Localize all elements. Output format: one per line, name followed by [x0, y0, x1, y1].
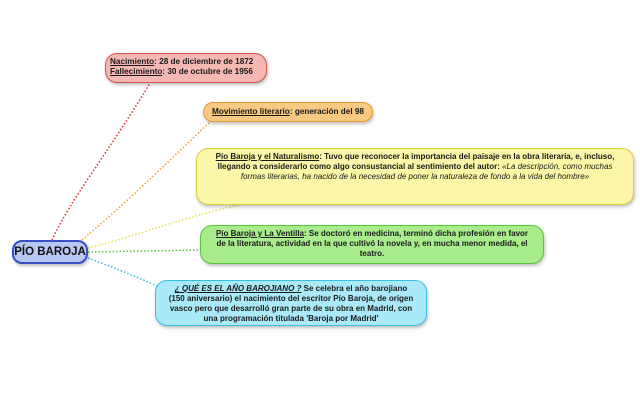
ano-text-3: vasco pero que desarrolló gran parte de su obra en Madrid, con — [169, 304, 413, 313]
node-movimiento[interactable] — [203, 102, 373, 122]
ventilla-text-1: : Se doctoró en medicina, terminó dicha profesión en favor — [303, 229, 529, 238]
ano-question: ¿ QUÉ ES EL AÑO BAROJIANO ? — [174, 284, 302, 293]
node-naturalismo[interactable] — [196, 148, 634, 205]
central-topic[interactable] — [12, 240, 88, 264]
death-label: Fallecimiento — [110, 67, 163, 77]
ano-line-1 — [160, 284, 422, 294]
ventilla-text-2: de la literatura, actividad en la que cultivó la novela y, en mucha menor medida, el — [216, 239, 528, 248]
central-topic-title: PÍO BAROJA — [14, 246, 86, 258]
naturalismo-text-1: : Tuvo que reconocer la importancia del paisaje en la obra literaria, e, incluso, — [319, 152, 615, 161]
movimiento-value: : generación del 98 — [289, 107, 364, 116]
naturalismo-label: Pío Baroja y el Naturalismo — [215, 152, 320, 161]
ano-text-2: (150 aniversario) el nacimiento del escritor Pío Baroja, de origen — [168, 294, 414, 303]
birth-line — [110, 57, 262, 67]
node-nacimiento[interactable] — [105, 53, 267, 83]
naturalismo-quote-1: «La descripción, como muchas — [502, 162, 613, 171]
node-ventilla[interactable] — [200, 225, 544, 264]
node-ano-barojiano[interactable] — [155, 280, 427, 326]
ventilla-text-3: teatro. — [359, 249, 385, 258]
birth-label: Nacimiento — [110, 57, 155, 66]
ano-text-4: una programación titulada 'Baroja por Madrid' — [203, 314, 379, 323]
death-value: : 30 de octubre de 1956 — [162, 67, 253, 77]
movimiento-label: Movimiento literario — [212, 107, 290, 116]
connector-movimiento — [82, 122, 210, 240]
naturalismo-line-1 — [201, 152, 629, 162]
naturalismo-quote-2: formas literarias, ha nacido de la necesidad de poner la naturaleza de fondo a la vida del hombre» — [240, 172, 590, 181]
ano-text-1: Se celebra el año barojiano — [301, 284, 408, 293]
naturalismo-text-2: llegando a considerarlo como algo consustancial al sentimiento del autor: — [217, 162, 503, 171]
connector-ventilla — [88, 250, 200, 252]
connector-nacimiento — [52, 83, 150, 240]
connector-ano — [88, 258, 165, 290]
ventilla-line-1 — [205, 229, 539, 239]
death-line — [110, 67, 262, 77]
naturalismo-line-2 — [201, 162, 629, 172]
ventilla-label: Pío Baroja y La Ventilla — [215, 229, 304, 238]
birth-value: : 28 de diciembre de 1872 — [154, 57, 254, 66]
